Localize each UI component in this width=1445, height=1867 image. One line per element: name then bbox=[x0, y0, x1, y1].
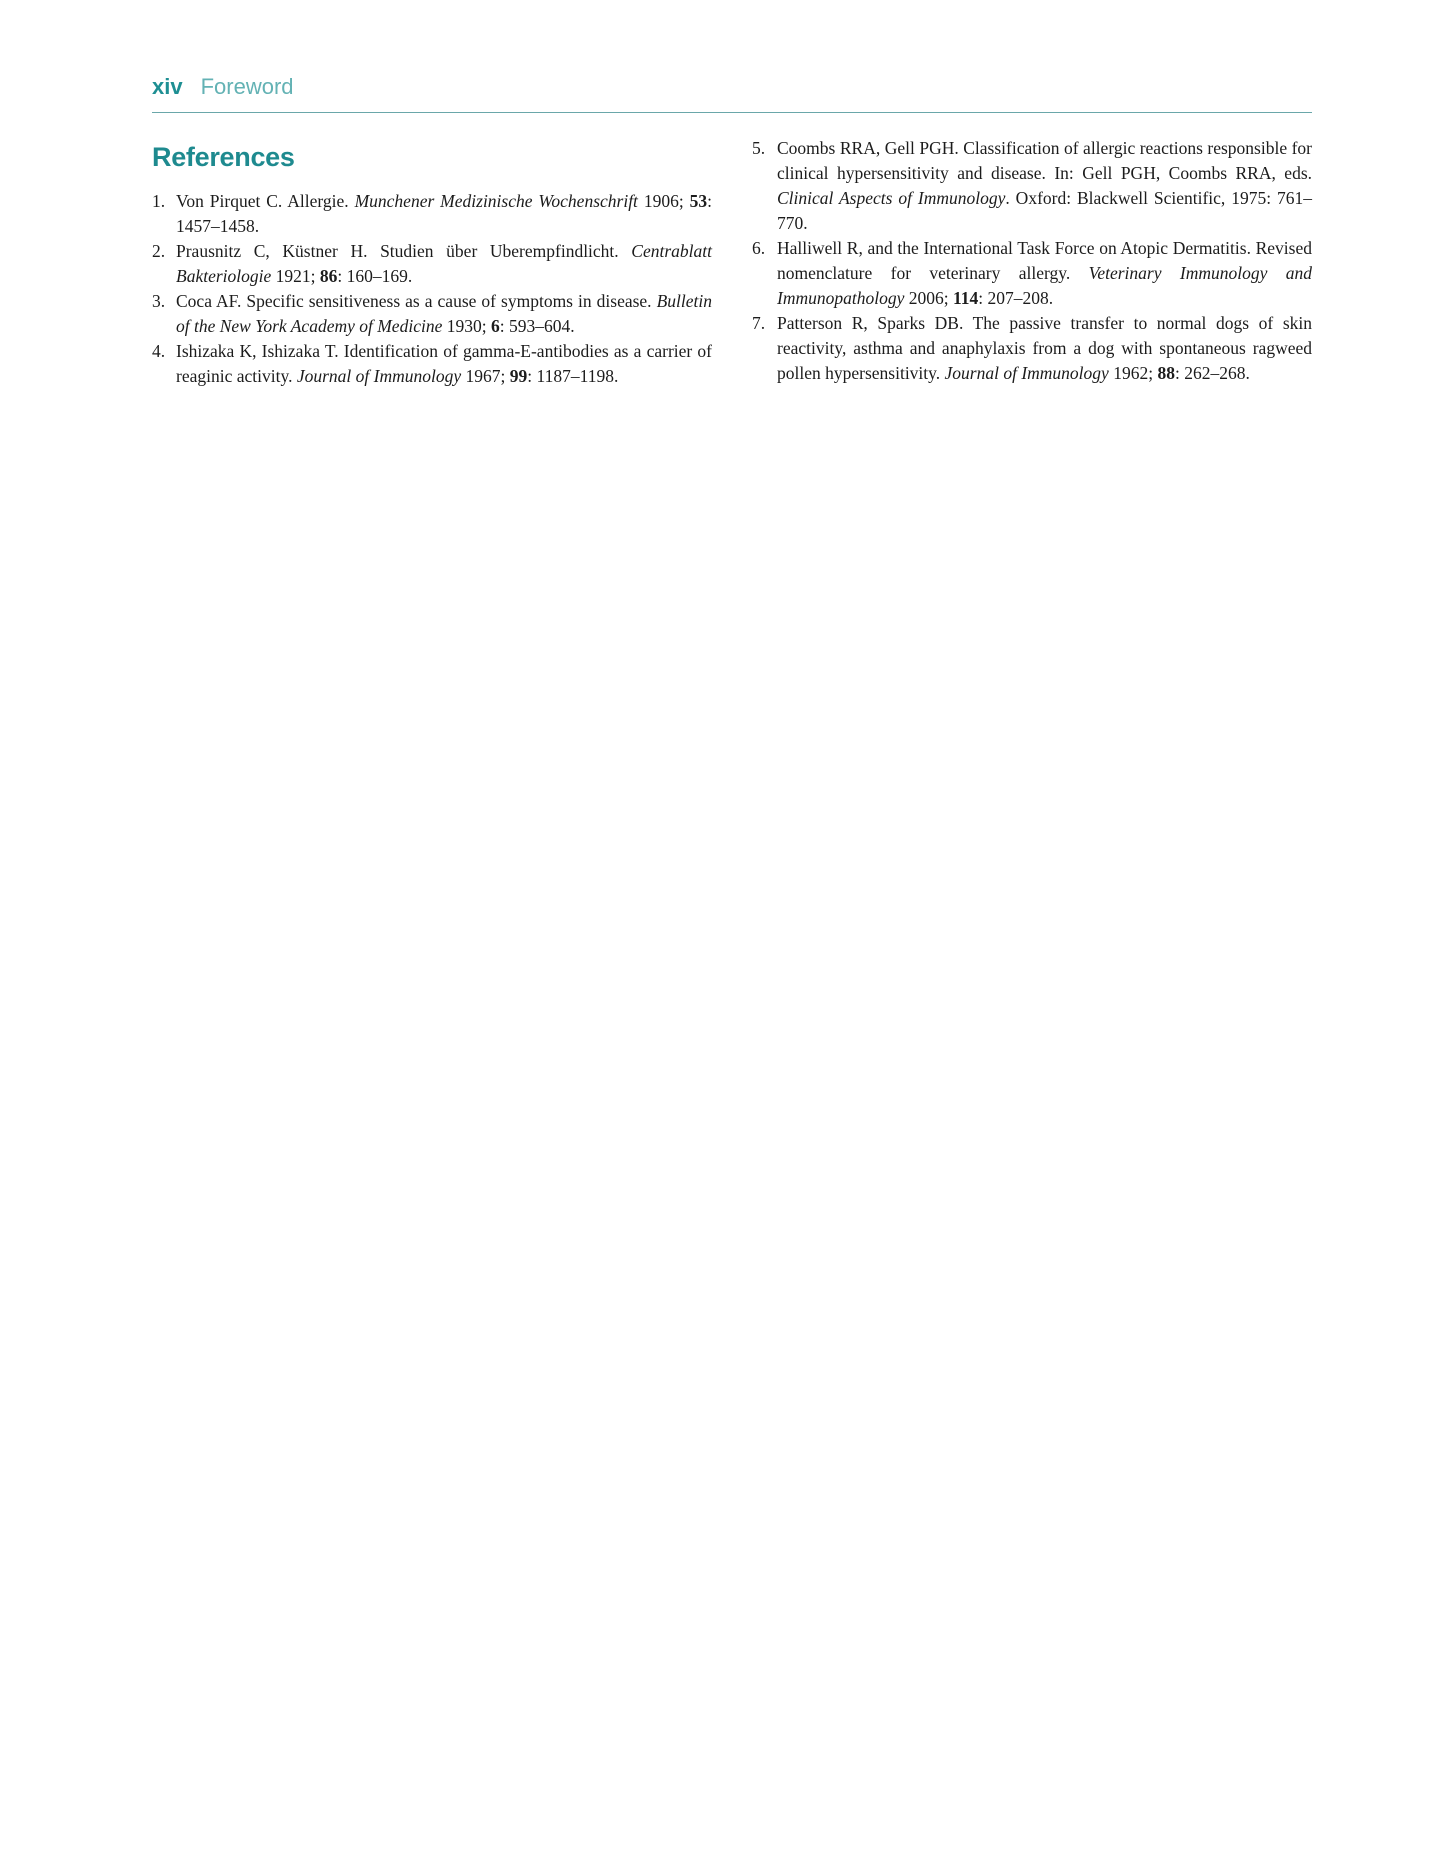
reference-item-2 bbox=[152, 239, 712, 289]
reference-volume: 6 bbox=[490, 316, 500, 336]
reference-number: 7. bbox=[752, 313, 766, 333]
reference-year: 1921; bbox=[271, 266, 320, 286]
reference-volume: 99 bbox=[509, 366, 528, 386]
reference-list-right bbox=[752, 136, 1312, 386]
reference-year: 1967; bbox=[461, 366, 510, 386]
two-column-body bbox=[152, 136, 1312, 389]
reference-authors-title: Patterson R, Sparks DB. The passive transfer to normal dogs of skin reactivity, asthma and anaphylaxis from a dog with spontaneous ragweed pollen hypersensitivity. bbox=[777, 313, 1312, 383]
book-page bbox=[152, 0, 1312, 1867]
reference-journal: Journal of Immunology bbox=[296, 366, 462, 386]
reference-pages: : 1187–1198. bbox=[527, 366, 619, 386]
page-number: xiv bbox=[152, 74, 183, 99]
reference-item-4 bbox=[152, 339, 712, 389]
reference-number: 6. bbox=[752, 238, 766, 258]
reference-list-left bbox=[152, 189, 712, 389]
reference-authors-title: Von Pirquet C. Allergie. bbox=[176, 191, 355, 211]
reference-item-5 bbox=[752, 136, 1312, 236]
reference-item-1 bbox=[152, 189, 712, 239]
reference-year: 1906; bbox=[637, 191, 690, 211]
reference-authors-title: Halliwell R, and the International Task Force on Atopic Dermatitis. Revised nomenclature for veterinary allergy. bbox=[777, 238, 1312, 283]
reference-journal: Centrablatt Bakteriologie bbox=[176, 241, 712, 286]
reference-year: 1930; bbox=[442, 316, 491, 336]
reference-number: 5. bbox=[752, 138, 766, 158]
reference-number: 2. bbox=[152, 241, 166, 261]
reference-volume: 114 bbox=[952, 288, 979, 308]
reference-journal: Munchener Medizinische Wochenschrift bbox=[354, 191, 638, 211]
reference-number: 1. bbox=[152, 191, 166, 211]
reference-volume: 53 bbox=[689, 191, 708, 211]
reference-item-6 bbox=[752, 236, 1312, 311]
reference-number: 4. bbox=[152, 341, 166, 361]
reference-number: 3. bbox=[152, 291, 166, 311]
reference-authors-title: Coca AF. Specific sensitiveness as a cause of symptoms in disease. bbox=[176, 291, 657, 311]
reference-pages: : 160–169. bbox=[337, 266, 413, 286]
reference-journal: Bulletin of the New York Academy of Medicine bbox=[176, 291, 712, 336]
reference-journal: Veterinary Immunology and Immunopathology bbox=[777, 263, 1312, 308]
reference-item-3 bbox=[152, 289, 712, 339]
reference-journal: Clinical Aspects of Immunology bbox=[777, 188, 1006, 208]
reference-year: 2006; bbox=[904, 288, 953, 308]
references-heading: References bbox=[152, 142, 295, 172]
running-section-title: Foreword bbox=[200, 74, 294, 99]
reference-volume: 88 bbox=[1157, 363, 1175, 383]
reference-authors-title: Coombs RRA, Gell PGH. Classification of allergic reactions responsible for clinical hypersensitivity and disease. In: Gell PGH, Coombs RRA, eds. bbox=[777, 138, 1312, 183]
reference-item-7 bbox=[752, 311, 1312, 386]
reference-year: 1962; bbox=[1108, 363, 1158, 383]
reference-year: . Oxford: Blackwell Scientific, 1975: 761–770. bbox=[777, 188, 1313, 233]
reference-authors-title: Prausnitz C, Küstner H. Studien über Uberempfindlicht. bbox=[176, 241, 632, 261]
reference-journal: Journal of Immunology bbox=[944, 363, 1109, 383]
reference-pages: : 593–604. bbox=[499, 316, 575, 336]
right-column bbox=[752, 136, 1312, 389]
left-column bbox=[152, 136, 712, 389]
running-header bbox=[152, 72, 1312, 113]
reference-authors-title: Ishizaka K, Ishizaka T. Identification of gamma-E-antibodies as a carrier of reaginic activity. bbox=[176, 341, 712, 386]
reference-pages: : 262–268. bbox=[1174, 363, 1250, 383]
reference-volume: 86 bbox=[319, 266, 338, 286]
reference-pages: : 207–208. bbox=[978, 288, 1054, 308]
reference-pages: : 1457–1458. bbox=[176, 191, 712, 236]
